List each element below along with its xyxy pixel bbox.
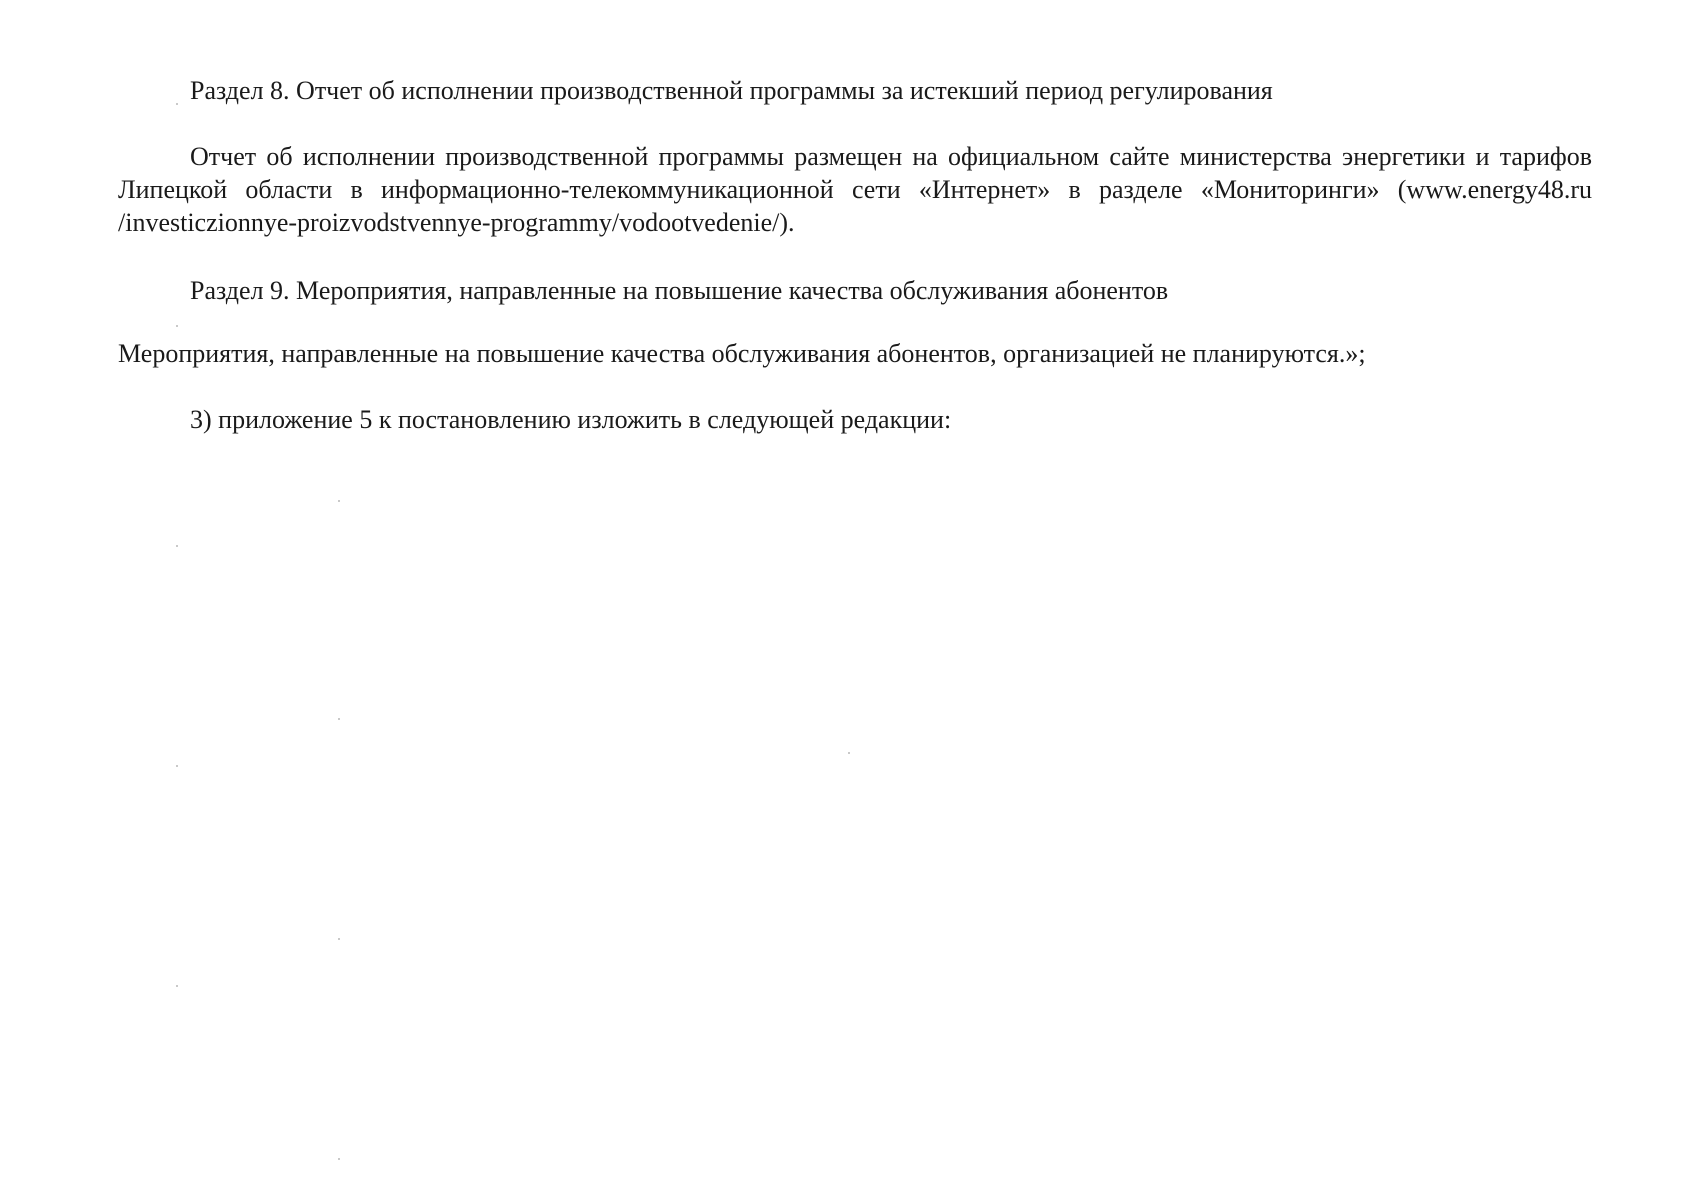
section-9-body: Мероприятия, направленные на повышение качества обслуживания абонентов, организацией не планируются.»; (118, 339, 1366, 368)
scan-speck (338, 500, 340, 502)
scan-speck (338, 938, 340, 940)
scan-speck (176, 545, 178, 547)
scan-speck (176, 103, 178, 105)
section-8-body: Отчет об исполнении производственной программы размещен на официальном сайте министерства энергетики и тарифов Липецкой области в информационно-телекоммуникационной сети «Интернет» в разделе «Мониторинги» (www.energy48.ru /investiczionnye-proizvodstvennye-programmy/vodootvedenie/). (118, 142, 1592, 237)
scan-speck (176, 985, 178, 987)
scan-speck (176, 325, 178, 327)
scan-speck (176, 765, 178, 767)
section-9-heading: Раздел 9. Мероприятия, направленные на повышение качества обслуживания абонентов (190, 276, 1169, 305)
item-3-instruction: 3) приложение 5 к постановлению изложить в следующей редакции: (190, 405, 952, 434)
scan-speck (338, 718, 340, 720)
scan-speck (338, 1158, 340, 1160)
scan-speck (848, 752, 850, 754)
section-8-heading: Раздел 8. Отчет об исполнении производственной программы за истекший период регулирования (190, 76, 1273, 105)
